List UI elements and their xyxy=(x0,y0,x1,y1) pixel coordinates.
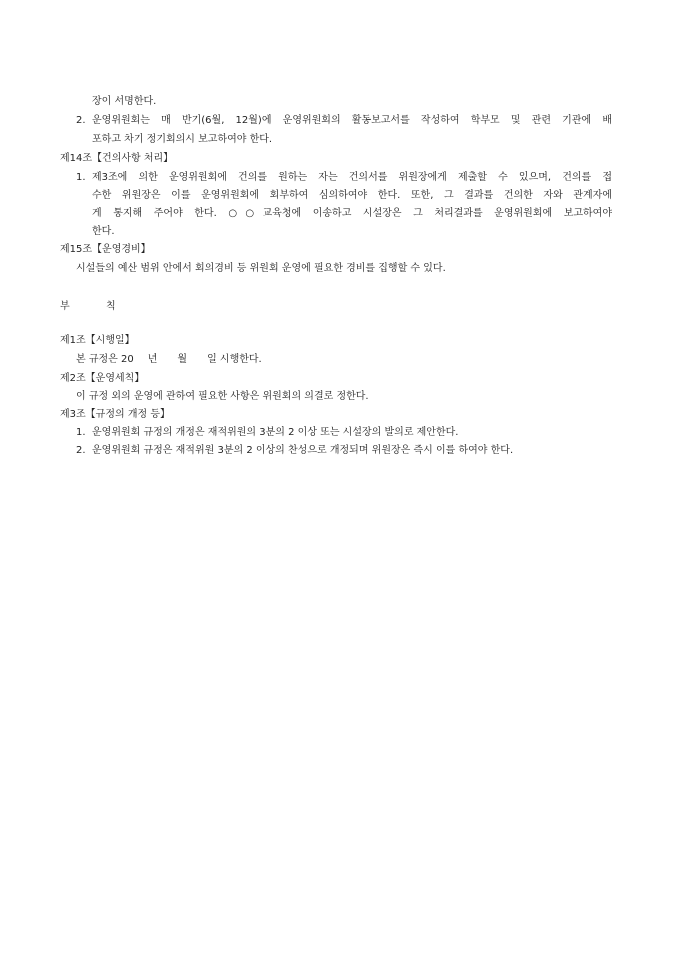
continued-line: 장이 서명한다. xyxy=(92,96,157,107)
article-heading: 제14조【건의사항 처리】 xyxy=(60,153,174,164)
text-fragment: 일 시행한다. xyxy=(207,354,262,365)
item-number: 2. xyxy=(76,115,86,126)
text-fragment: 본 규정은 20 xyxy=(76,354,134,365)
paragraph-line: 한다. xyxy=(92,226,115,237)
paragraph-line: 운영위원회 규정은 재적위원 3분의 2 이상의 찬성으로 개정되며 위원장은 즉시 이를 하여야 한다. xyxy=(92,445,514,456)
paragraph-line xyxy=(76,353,262,367)
paragraph-line: 운영위원회는 매 반기(6월, 12월)에 운영위원회의 활동보고서를 작성하여 학부모 및 관련 기관에 배 xyxy=(92,115,612,126)
article-heading: 제1조【시행일】 xyxy=(60,335,135,346)
paragraph-line: 포하고 차기 정기회의시 보고하여야 한다. xyxy=(92,134,273,145)
article-heading: 제3조【규정의 개정 등】 xyxy=(60,409,170,420)
item-number: 1. xyxy=(76,427,86,438)
item-number: 1. xyxy=(76,172,86,183)
paragraph-line: 게 통지해 주어야 한다. ○○교육청에 이송하고 시설장은 그 처리결과를 운영위원회에 보고하여야 xyxy=(92,208,612,219)
text-fragment: 년 xyxy=(147,354,158,365)
addenda-title-part: 부 xyxy=(60,301,70,312)
paragraph-line: 수한 위원장은 이를 운영위원회에 회부하여 심의하여야 한다. 또한, 그 결과를 건의한 자와 관계자에 xyxy=(92,190,612,201)
paragraph-line: 제3조에 의한 운영위원회에 건의를 원하는 자는 건의서를 위원장에게 제출할 수 있으며, 건의를 접 xyxy=(92,172,612,183)
item-number: 2. xyxy=(76,445,86,456)
text-fragment: 월 xyxy=(177,354,188,365)
article-heading: 제15조【운영경비】 xyxy=(60,244,151,255)
paragraph-line: 시설들의 예산 범위 안에서 회의경비 등 위원회 운영에 필요한 경비를 집행할 수 있다. xyxy=(76,263,446,274)
article-heading: 제2조【운영세칙】 xyxy=(60,373,145,384)
addenda-title-part: 칙 xyxy=(106,301,116,312)
paragraph-line: 이 규정 외의 운영에 관하여 필요한 사항은 위원회의 의결로 정한다. xyxy=(76,391,369,402)
paragraph-line: 운영위원회 규정의 개정은 재적위원의 3분의 2 이상 또는 시설장의 발의로 제안한다. xyxy=(92,427,459,438)
